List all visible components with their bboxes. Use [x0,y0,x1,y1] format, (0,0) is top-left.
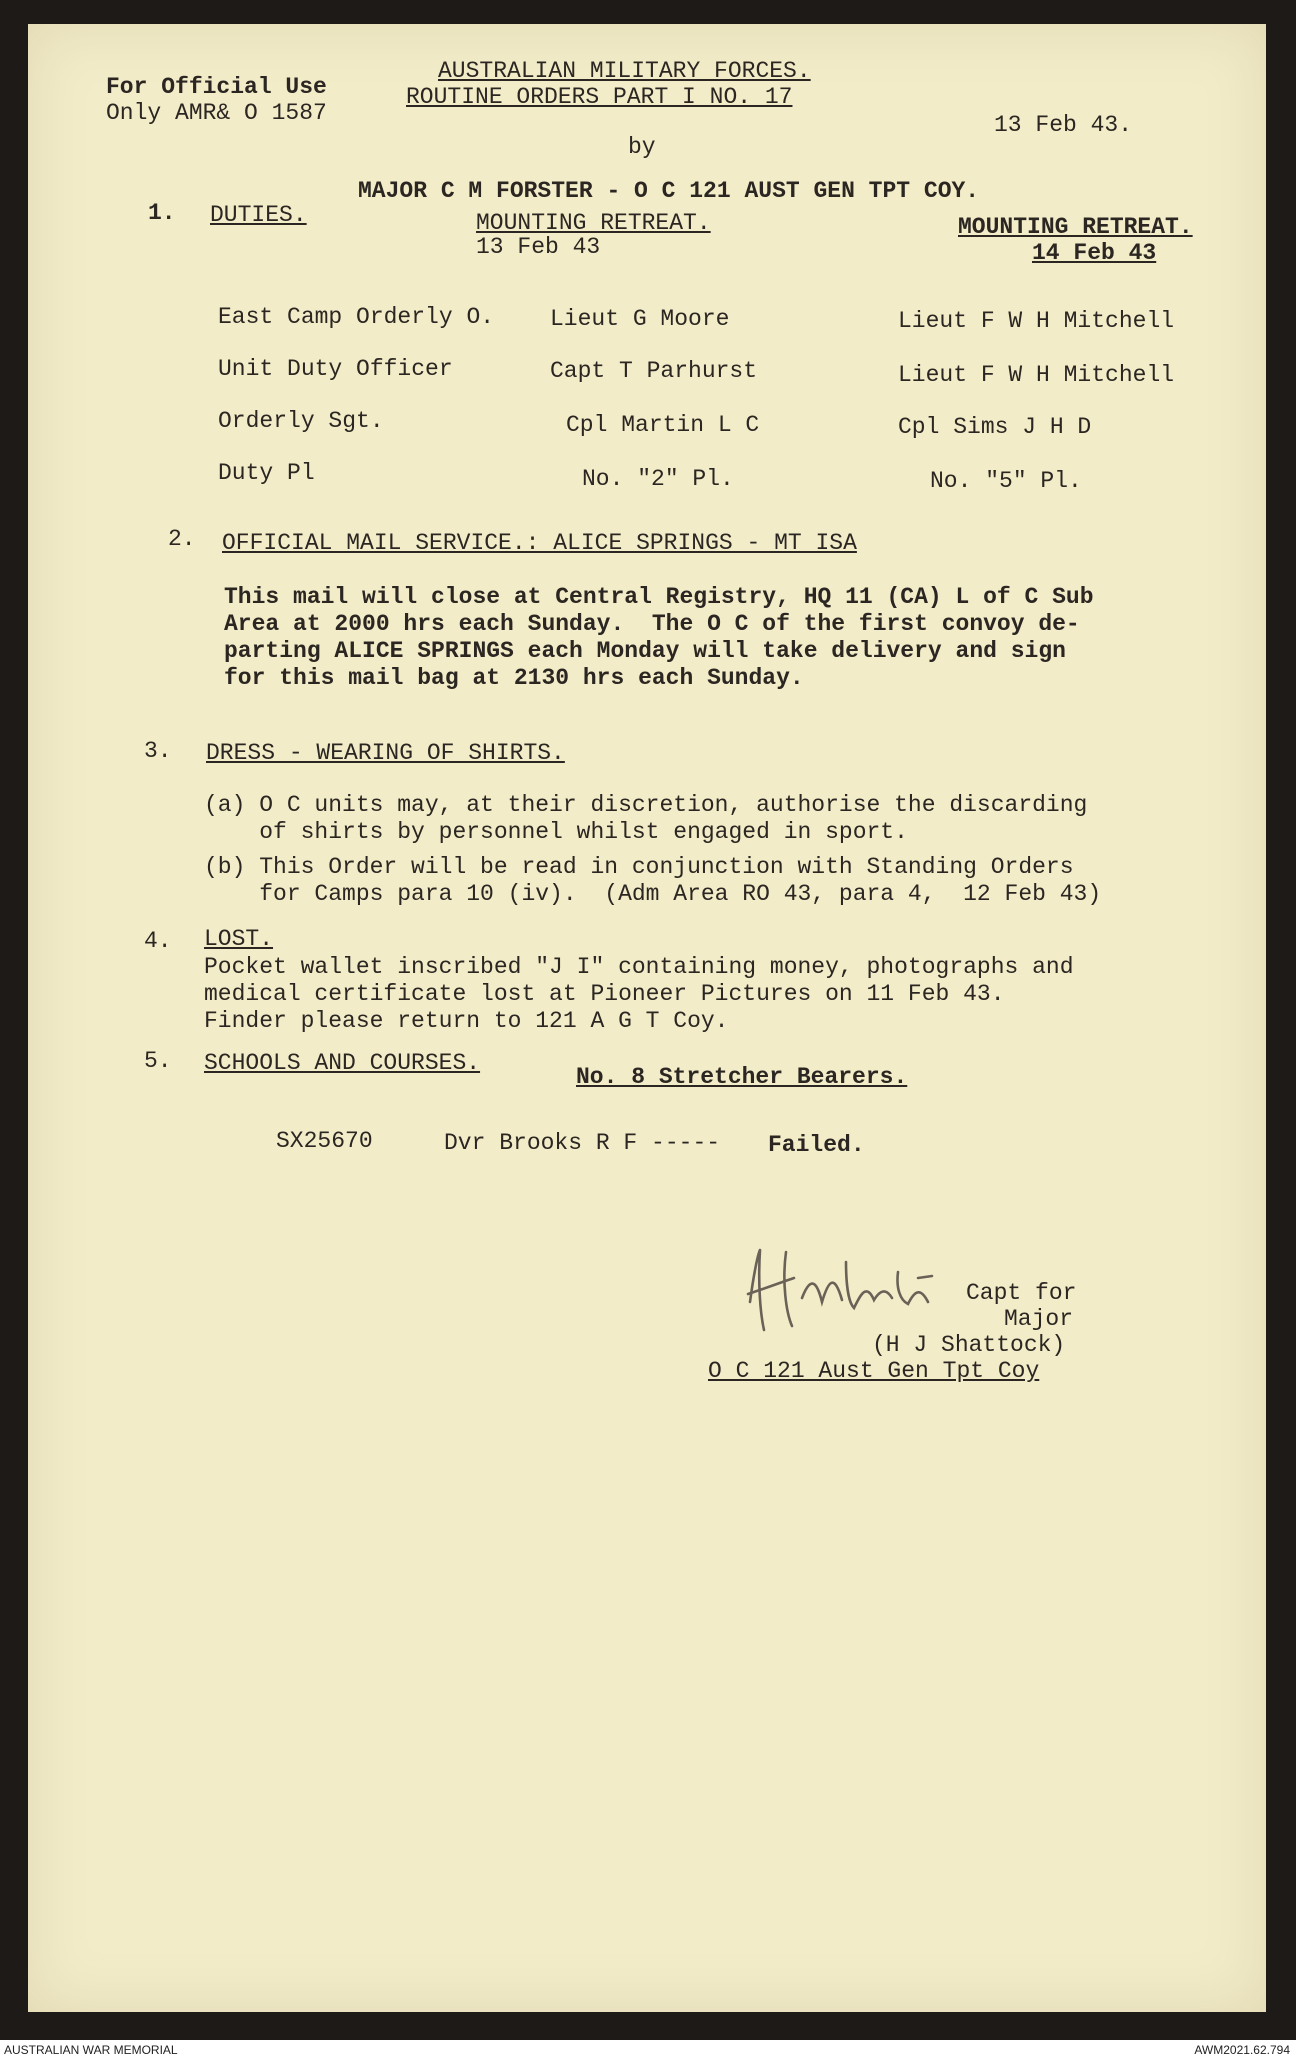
section-2-number: 2. [168,526,196,552]
section-3-item-a: (a) O C units may, at their discretion, authorise the discarding of shirts by personnel whilst engaged in sport. [204,792,1088,845]
duties-col2-date: 14 Feb 43 [1032,240,1157,266]
duty-role: East Camp Orderly O. [218,304,495,330]
archive-footer [0,2040,1296,2061]
duties-col1-date: 13 Feb 43 [476,234,601,260]
duty-day1: No. "2" Pl. [582,466,734,492]
duties-col1-heading: MOUNTING RETREAT. [476,210,711,236]
duty-day1: Capt T Parhurst [550,358,758,384]
duty-day1: Lieut G Moore [550,306,730,332]
section-4-number: 4. [144,928,172,954]
section-4-body: Pocket wallet inscribed "J I" containing money, photographs and medical certificate lost at Pioneer Pictures on 11 Feb 43. Finder please return to 121 A G T Coy. [204,954,1074,1034]
signature-line4: O C 121 Aust Gen Tpt Coy [708,1358,1040,1384]
section-3-item-b: (b) This Order will be read in conjunction with Standing Orders for Camps para 10 (iv). (Adm Area RO 43, para 4, 12 Feb 43) [204,854,1102,907]
section-5-number: 5. [144,1048,172,1074]
section-3-heading: DRESS - WEARING OF SHIRTS. [206,740,565,766]
section-1-heading: DUTIES. [210,202,307,228]
duty-role: Orderly Sgt. [218,408,384,434]
footer-right: AWM2021.62.794 [1194,2043,1290,2057]
duty-day2: Lieut F W H Mitchell [898,308,1175,334]
duties-col2-heading: MOUNTING RETREAT. [958,214,1193,240]
handwritten-signature [742,1242,992,1334]
section-4-heading: LOST. [204,926,274,952]
by-label: by [628,134,656,160]
document-subtitle: ROUTINE ORDERS PART I NO. 17 [406,84,793,110]
document-date: 13 Feb 43. [994,112,1133,138]
footer-left: AUSTRALIAN WAR MEMORIAL [4,2043,178,2057]
section-1-number: 1. [148,200,176,226]
duty-day2: Lieut F W H Mitchell [898,362,1175,388]
document-page [28,24,1266,2012]
duty-day2: Cpl Sims J H D [898,414,1092,440]
section-5-heading: SCHOOLS AND COURSES. [204,1050,481,1076]
document-title: AUSTRALIAN MILITARY FORCES. [438,58,811,84]
course-entry-name: Dvr Brooks R F ----- [444,1130,721,1156]
course-name: No. 8 Stretcher Bearers. [576,1064,908,1090]
course-entry-result: Failed. [768,1132,865,1158]
duty-role: Duty Pl [218,460,315,486]
signature-line2: Major [1004,1306,1074,1332]
section-2-body: This mail will close at Central Registry, HQ 11 (CA) L of C Sub Area at 2000 hrs each Sunday. The O C of the first convoy de- parting ALICE SPRINGS each Monday will take delivery and sign for this mail bag at 2130 hrs each Sunday. [224,584,1094,691]
duty-day1: Cpl Martin L C [566,412,760,438]
signature-line1: Capt for [966,1280,1077,1306]
issuing-officer: MAJOR C M FORSTER - O C 121 AUST GEN TPT COY. [358,178,980,204]
duty-day2: No. "5" Pl. [930,468,1082,494]
signature-line3: (H J Shattock) [872,1332,1066,1358]
official-use-line2: Only AMR& O 1587 [106,100,327,126]
section-2-heading: OFFICIAL MAIL SERVICE.: ALICE SPRINGS - MT ISA [222,530,857,556]
duty-role: Unit Duty Officer [218,356,453,382]
official-use-line1: For Official Use [106,74,327,100]
section-3-number: 3. [144,738,172,764]
course-entry-number: SX25670 [276,1128,373,1154]
